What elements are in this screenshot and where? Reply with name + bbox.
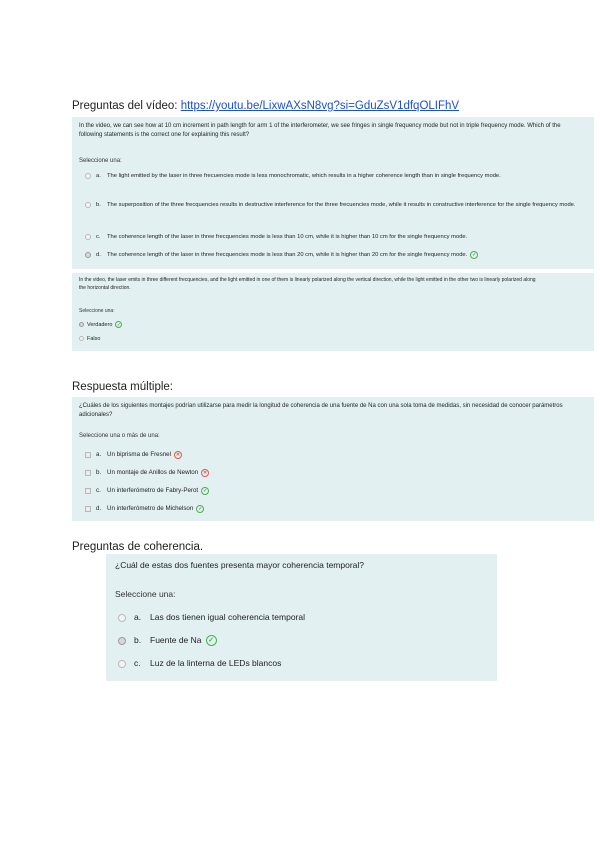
select-label: Seleccione una: xyxy=(79,158,122,164)
question-card-multiple xyxy=(72,397,594,521)
question-text: In the video, the laser emits in three different frecquencies, and the light emitted in one of them is linearly polarized along the vertical direction, while the light emitted in the other two is linearly polarized along the horizontal direction. xyxy=(79,277,536,291)
correct-check-icon: ✓ xyxy=(206,635,217,646)
question-text: ¿Cuáles de los siguientes montajes podrían utilizarse para medir la longitud de coherencia de una fuente de Na con una sola toma de medidas, sin necesidad de conocer parámetros adicionales? xyxy=(79,403,563,418)
option-text: Luz de la linterna de LEDs blancos xyxy=(150,658,282,668)
question-card-polarization xyxy=(72,273,594,351)
radio-b[interactable] xyxy=(118,637,126,645)
select-label: Seleccione una o más de una: xyxy=(79,433,160,439)
incorrect-x-icon: ✕ xyxy=(175,452,181,458)
question-text: ¿Cuál de estas dos fuentes presenta mayor coherencia temporal? xyxy=(115,560,364,570)
option-b[interactable] xyxy=(118,635,217,646)
radio-a[interactable] xyxy=(118,614,126,622)
option-true[interactable] xyxy=(79,321,122,330)
option-text: Las dos tienen igual coherencia temporal xyxy=(150,612,305,622)
radio-d[interactable] xyxy=(85,252,91,258)
checkbox-c[interactable] xyxy=(85,488,91,494)
option-c[interactable] xyxy=(85,487,209,496)
radio-false[interactable] xyxy=(79,336,84,341)
correct-check-icon: ✓ xyxy=(117,322,121,327)
option-a[interactable] xyxy=(85,172,585,181)
checkbox-b[interactable] xyxy=(85,470,91,476)
option-letter: a. xyxy=(134,612,142,622)
option-a[interactable] xyxy=(118,612,305,623)
checkbox-a[interactable] xyxy=(85,452,91,458)
radio-b[interactable] xyxy=(85,202,91,208)
select-label: Seleccione una: xyxy=(115,589,176,599)
radio-c[interactable] xyxy=(85,234,91,240)
select-label: Seleccione una: xyxy=(79,308,115,314)
option-letter: d. xyxy=(96,252,101,258)
option-text: Un interferómetro de Fabry-Perot xyxy=(107,487,199,494)
option-letter: a. xyxy=(96,173,101,179)
option-c[interactable] xyxy=(118,658,281,669)
option-text: Fuente de Na xyxy=(150,635,202,645)
option-letter: d. xyxy=(96,505,102,512)
option-letter: c. xyxy=(96,234,101,240)
option-a[interactable] xyxy=(85,451,182,460)
correct-check-icon: ✓ xyxy=(472,252,477,258)
radio-a[interactable] xyxy=(85,173,91,179)
option-text: Falso xyxy=(87,336,101,342)
correct-check-icon: ✓ xyxy=(203,488,208,494)
option-letter: b. xyxy=(96,469,102,476)
question-text: In the video, we can see how at 10 cm increment in path length for arm 1 of the interferometer, we see fringes in single frequency mode but not in triple frequency mode. Which of the following statements is the correct one for explaining this result? xyxy=(79,123,561,138)
correct-check-icon: ✓ xyxy=(198,506,203,512)
option-letter: b. xyxy=(96,202,101,208)
option-letter: a. xyxy=(96,451,102,458)
question-card-coherence xyxy=(106,554,497,681)
option-letter: c. xyxy=(96,487,101,494)
option-text: Un biprisma de Fresnel xyxy=(107,451,171,458)
option-d[interactable] xyxy=(85,505,204,514)
option-text: The light emitted by the laser in three frecuencies mode is less monochromatic, which results in a higher coherence length than in single frequency mode. xyxy=(107,173,501,179)
option-false[interactable] xyxy=(79,335,100,344)
radio-true[interactable] xyxy=(79,322,84,327)
question-card-coherence-video xyxy=(72,117,594,269)
option-letter: b. xyxy=(134,635,142,645)
option-letter: c. xyxy=(134,658,141,668)
radio-c[interactable] xyxy=(118,660,126,668)
section-multiple-heading: Respuesta múltiple: xyxy=(72,381,173,393)
section-video-title: Preguntas del vídeo: xyxy=(72,100,178,112)
option-text: Un montaje de Anillos de Newton xyxy=(107,469,199,476)
section-video-heading xyxy=(72,100,459,112)
incorrect-x-icon: ✕ xyxy=(203,470,208,476)
option-text: Verdadero xyxy=(87,322,113,328)
option-b[interactable] xyxy=(85,201,585,210)
option-text: Un interferómetro de Michelson xyxy=(107,505,194,512)
option-d[interactable] xyxy=(85,251,585,260)
checkbox-d[interactable] xyxy=(85,506,91,512)
video-link[interactable]: https://youtu.be/LixwAXsN8vg?si=GduZsV1dfqOLIFhV xyxy=(180,100,460,112)
option-text: The coherence length of the laser in three frecquencies mode is less than 20 cm, while it is higher than 20 cm for the single frequency mode. xyxy=(107,252,468,258)
option-b[interactable] xyxy=(85,469,209,478)
option-text: The coherence length of the laser in three frecquencies mode is less than 10 cm, while it is higher than 10 cm for the single frequency mode. xyxy=(107,234,468,240)
option-text: The superposition of the three frecquencies results in destructive interference for the three frecuencies mode, while it results in constructive interference for the single frequency mode. xyxy=(107,202,576,208)
option-c[interactable] xyxy=(85,233,585,242)
section-coherence-heading: Preguntas de coherencia. xyxy=(72,541,204,553)
